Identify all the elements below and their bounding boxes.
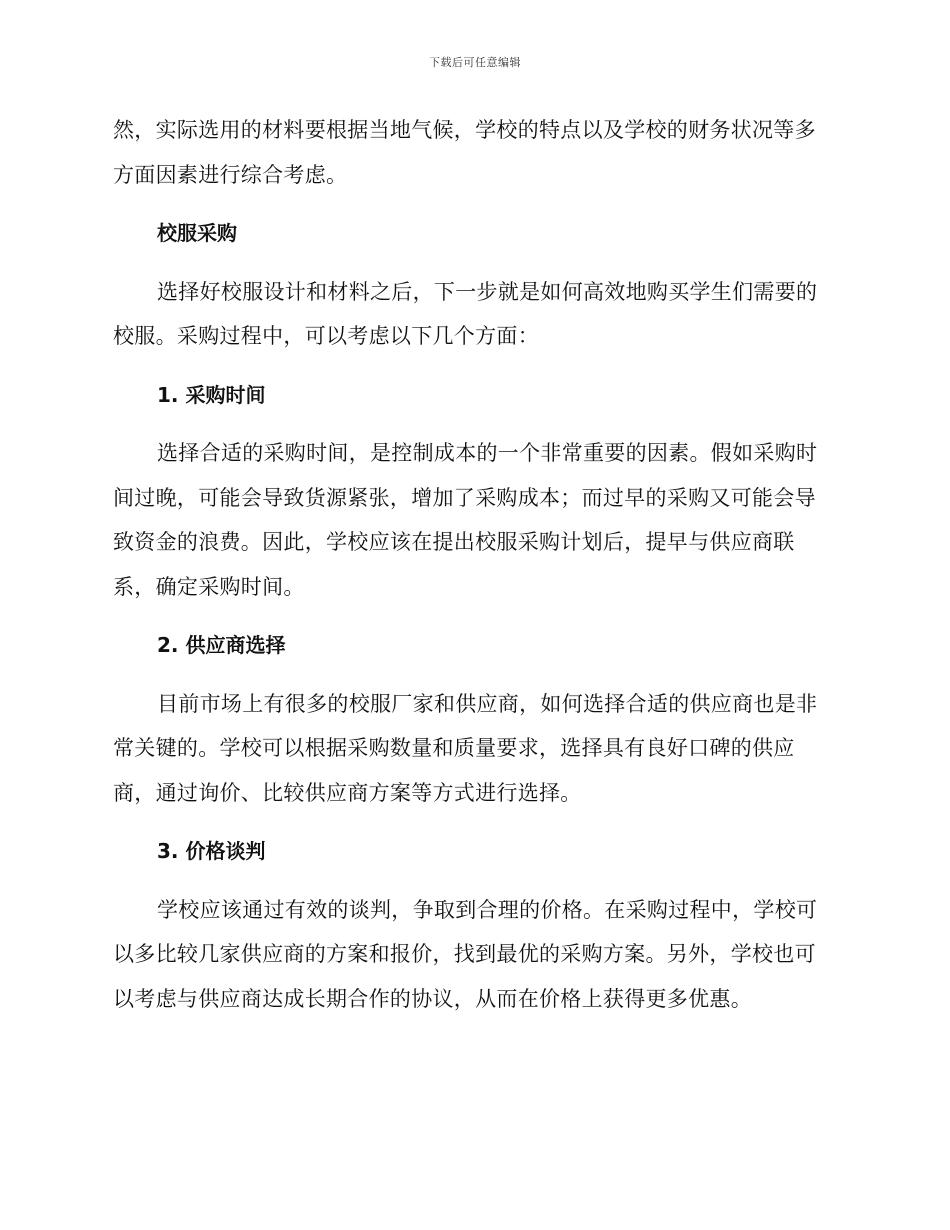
- item-title-price-negotiation: 3. 价格谈判: [157, 839, 266, 863]
- section-intro-paragraph: 选择好校服设计和材料之后，下一步就是如何高效地购买学生们需要的校服。采购过程中，可以考虑以下几个方面：: [113, 279, 818, 348]
- item-text-supplier-selection: 目前市场上有很多的校服厂家和供应商，如何选择合适的供应商也是非常关键的。学校可以根据采购数量和质量要求，选择具有良好口碑的供应商，通过询价、比较供应商方案等方式进行选择。: [113, 691, 818, 805]
- item-title-supplier-selection: 2. 供应商选择: [157, 633, 286, 657]
- header-note: 下载后可任意编辑: [429, 56, 521, 69]
- item-title-procurement-time: 1. 采购时间: [157, 382, 266, 407]
- intro-paragraph: 然，实际选用的材料要根据当地气候，学校的特点以及学校的财务状况等多方面因素进行综合考虑。: [113, 118, 816, 187]
- item-text-price-negotiation: 学校应该通过有效的谈判，争取到合理的价格。在采购过程中，学校可以多比较几家供应商的方案和报价，找到最优的采购方案。另外，学校也可以考虑与供应商达成长期合作的协议，从而在价格上获得更多优惠。: [113, 897, 818, 1011]
- item-text-procurement-time: 选择合适的采购时间，是控制成本的一个非常重要的因素。假如采购时间过晚，可能会导致货源紧张，增加了采购成本；而过早的采购又可能会导致资金的浪费。因此，学校应该在提出校服采购计划后，提早与供应商联系，确定采购时间。: [113, 441, 818, 599]
- section-title: 校服采购: [157, 221, 237, 245]
- document-body: [113, 108, 831, 1021]
